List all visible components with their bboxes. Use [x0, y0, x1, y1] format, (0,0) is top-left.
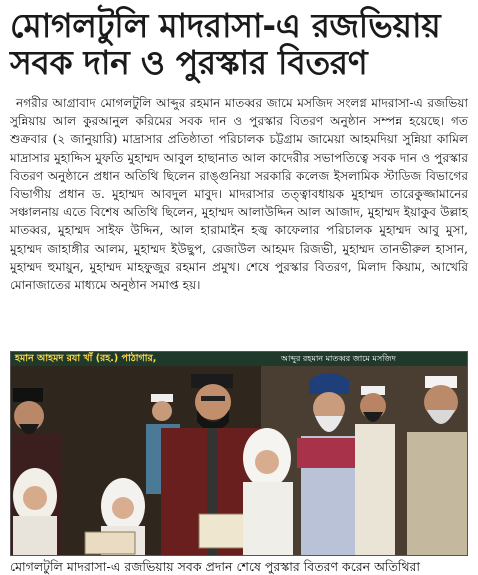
- person-figure: [243, 428, 293, 555]
- headline: [10, 8, 468, 82]
- photo-caption: মোগলটুলি মাদরাসা-এ রজভিয়ায় সবক প্রদান শেষে পুরস্কার বিতরণ করেন অতিথিরা: [10, 558, 421, 574]
- banner-text-left: হমান আহমদ রযা খাঁ (রহ.) পাঠাগার,: [15, 352, 157, 364]
- photo-banner: [11, 352, 467, 366]
- headline-line-2: সবক দান ও পুরস্কার বিতরণ: [10, 42, 368, 82]
- event-photo: [10, 351, 468, 556]
- headline-line-1: মোগলটুলি মাদরাসা-এ রজভিয়ায়: [10, 6, 441, 45]
- article-body: নগরীর আগ্রাবাদ মোগলটুলি আব্দুর রহমান মাতব্বর জামে মসজিদ সংলগ্ন মাদরাসা-এ রজভিয়া সুন্নিয়ায় আল কুরআনুল করিমের সবক দান ও পুরস্কার বিতরণ অনুষ্ঠান সম্পন্ন হয়েছে। গত শুক্রবার (২ জানুয়ারি) মাদ্রাসার প্রতিষ্ঠাতা পরিচালক চট্টগ্রাম জামেয়া আহমদিয়া সুন্নিয়া কামিল মাদ্রাসার মুহাদ্দিস মুফতি মুহাম্মদ আবুল হাছানাত আল কাদেরীর সভাপতিত্বে সবক দান ও পুরস্কার বিতরণ অনুষ্ঠানে প্রধান অতিথি ছিলেন রাঙ্গুনিয়া সরকারি কলেজ ইসলামিক স্টাডিজ বিভাগের বিভাগীয় প্রধান ড. মুহাম্মদ আবদুল মাবুদ। মাদরাসার তত্ত্বাবধায়ক মুহাম্মদ তারেকুজ্জামানের সঞ্চালনায় এতে বিশেষ অতিথি ছিলেন, মুহাম্মদ আলাউদ্দিন আল আজাদ, মুহাম্মদ ইয়াকুব উল্লাহ মাতব্বর, মুহাম্মদ সাইফ উদ্দিন, আল হারামাইন হজ্ব কাফেলার পরিচালক মুহাম্মদ আবু মুসা, মুহাম্মদ জাহাঙ্গীর আলম, মুহাম্মদ ইউছুপ, রেজাউল আহমদ রিজভী, মুহাম্মদ তানভীরুল হাসান, মুহাম্মদ হুমায়ুন, মুহাম্মদ মাহফুজুর রহমান প্রমুখ। শেষে পুরস্কার বিতরণ, মিলাদ কিয়াম, আখেরি মোনাজাতের মাধ্যমে অনুষ্ঠান সমাপ্ত হয়।: [10, 95, 468, 292]
- person-figure: [13, 468, 57, 555]
- photo-scene: [11, 366, 467, 555]
- banner-text-right: আব্দুর রহমান মাতব্বর জামে মসজিদ: [281, 353, 396, 363]
